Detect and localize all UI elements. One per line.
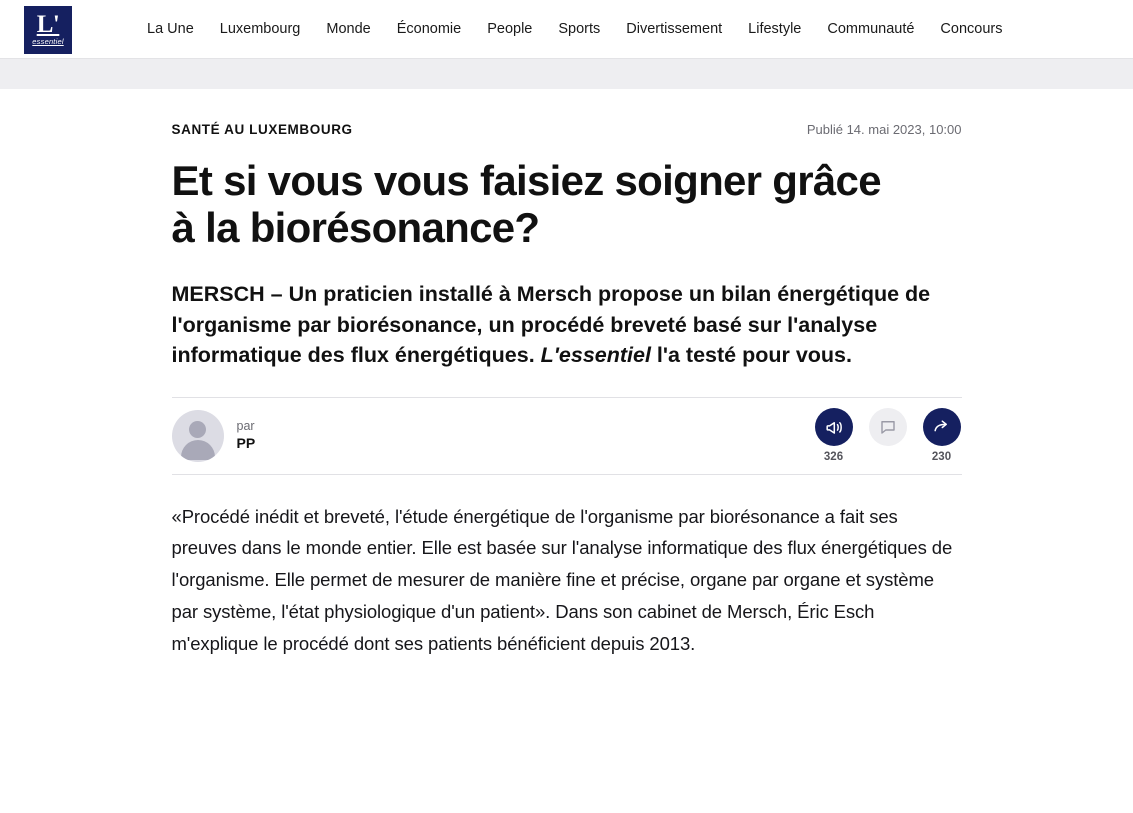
byline-author-name[interactable]: PP [236,434,256,451]
share-icon[interactable] [923,408,961,446]
article [172,89,962,660]
article-body [172,501,962,660]
page-content [0,89,1133,813]
avatar-head-shape [189,421,206,438]
standfirst-prefix: MERSCH – Un praticien installé à Mersch propose un bilan énergétique de l'organisme par biorésonance, un procédé breveté basé sur l'analyse informatique des flux énergétiques. [171,282,931,368]
site-header [0,0,1133,58]
nav-item-luxembourg[interactable]: Luxembourg [219,21,301,37]
avatar-body-shape [181,440,215,460]
standfirst-suffix: l'a testé pour vous. [650,343,852,368]
byline-author-block [172,410,256,462]
share-count: 230 [931,451,952,464]
nav-item-people[interactable]: People [487,21,533,37]
nav-item-economie[interactable]: Économie [396,21,462,37]
avatar [172,410,224,462]
secondary-band [0,59,1133,89]
nav-item-divertissement[interactable]: Divertissement [626,21,723,37]
reaction-count: 326 [823,451,844,464]
publication-date: Publié 14. mai 2023, 10:00 [806,122,962,137]
article-standfirst [172,279,962,371]
page-title: Et si vous vous faisiez soigner grâce à la biorésonance? [171,157,881,252]
byline-text [237,419,256,452]
nav-item-concours[interactable]: Concours [940,21,1003,37]
nav-item-la-une[interactable]: La Une [147,21,194,37]
main-navigation [134,0,1015,58]
nav-item-sports[interactable]: Sports [558,21,601,37]
logo-mark: L' [36,11,60,38]
logo-subtitle: essentiel [32,37,64,46]
megaphone-icon[interactable] [815,408,853,446]
article-actions [814,408,962,463]
nav-item-communaute[interactable]: Communauté [827,21,915,37]
comment-icon[interactable] [869,408,907,446]
byline-bar [172,397,962,475]
byline-par-label: par [236,419,255,434]
reaction-action[interactable] [814,408,854,463]
share-action[interactable] [922,408,962,463]
article-meta-row [172,89,962,137]
standfirst-brand: L'essentiel [540,343,651,368]
nav-item-lifestyle[interactable]: Lifestyle [748,21,802,37]
lessentiel-logo[interactable] [24,6,72,54]
article-kicker: SANTÉ AU LUXEMBOURG [171,122,353,137]
nav-item-monde[interactable]: Monde [326,21,371,37]
article-paragraph: «Procédé inédit et breveté, l'étude énergétique de l'organisme par biorésonance a fait ses preuves dans le monde entier. Elle est basée sur l'analyse informatique des flux énergétiques de l'organisme. Elle permet de mesurer de manière fine et précise, organe par organe et système par système, l'état physiologique d'un patient». Dans son cabinet de Mersch, Éric Esch m'explique le procédé dont ses patients bénéficient depuis 2013. [171,505,953,654]
comment-action[interactable] [868,408,908,451]
